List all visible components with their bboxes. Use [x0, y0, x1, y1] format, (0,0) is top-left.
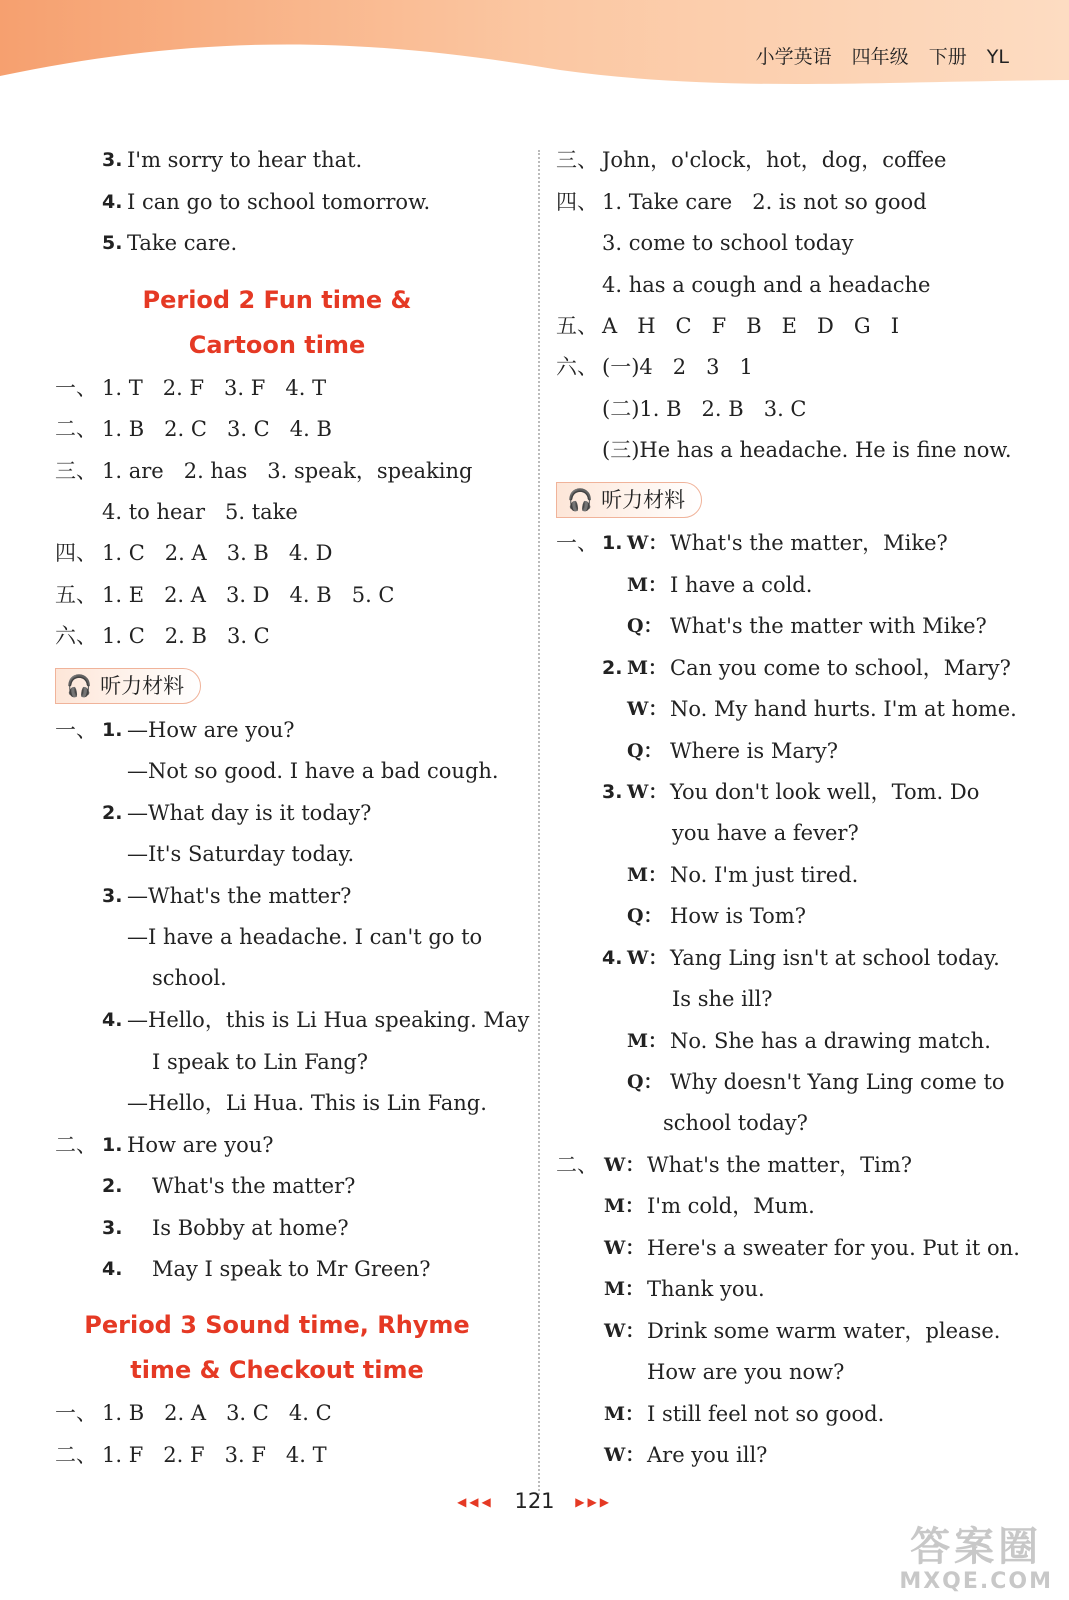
item-number: 1.	[102, 1134, 123, 1156]
header-edition: YL	[986, 46, 1009, 68]
speaker-label: M：	[604, 1403, 645, 1425]
line-text: —What's the matter?	[127, 884, 352, 908]
item-number: 4.	[102, 191, 123, 213]
line-text: —Not so good. I have a bad cough.	[127, 759, 499, 783]
line-text: Thank you.	[647, 1277, 765, 1301]
item-number: 3.	[102, 149, 123, 171]
speaker-label: W：	[627, 532, 668, 554]
watermark-bottom: MXQE.COM	[899, 1569, 1053, 1594]
item-number: 5.	[102, 232, 123, 254]
speaker-label: W：	[627, 947, 668, 969]
headphones-icon: 🎧	[567, 488, 594, 512]
section-label: 六、	[556, 355, 598, 379]
line-text: How are you now?	[647, 1360, 845, 1384]
speaker-label: W：	[627, 698, 668, 720]
page-number: 121	[514, 1489, 555, 1513]
line-text: What's the matter with Mike?	[670, 614, 987, 638]
answer-text: John，o'clock，hot，dog，coffee	[602, 148, 947, 172]
header-volume: 下册	[928, 46, 967, 68]
page-header	[742, 42, 1009, 69]
line-text: Can you come to school，Mary?	[670, 656, 1011, 680]
section-label: 五、	[55, 583, 97, 607]
speaker-label: M：	[627, 1030, 668, 1052]
header-subject: 小学英语	[755, 46, 832, 68]
item-number: 2.	[602, 657, 623, 679]
line-text: How are you?	[127, 1133, 274, 1157]
speaker-label: M：	[604, 1278, 645, 1300]
item-number: 3.	[102, 885, 123, 907]
speaker-label: Q：	[627, 1071, 663, 1093]
line-text: —It's Saturday today.	[127, 842, 355, 866]
line-text: Drink some warm water，please.	[647, 1319, 1001, 1343]
section-title: time & Checkout time	[130, 1356, 424, 1384]
line-text: May I speak to Mr Green?	[152, 1257, 431, 1281]
line-text: I speak to Lin Fang?	[152, 1050, 369, 1074]
line-text: —Hello，Li Hua. This is Lin Fang.	[127, 1091, 487, 1115]
listening-label: 听力材料	[100, 674, 185, 698]
section-label: 二、	[55, 1443, 97, 1467]
line-text: What's the matter?	[152, 1174, 356, 1198]
item-number: 3.	[102, 1217, 123, 1239]
answer-text: 1. are 2. has 3. speak，speaking	[102, 459, 473, 483]
speaker-label: Q：	[627, 615, 663, 637]
line-text: Is she ill?	[672, 987, 773, 1011]
speaker-label: W：	[627, 781, 668, 803]
answer-text: A H C F B E D G I	[602, 314, 899, 338]
speaker-label: M：	[627, 574, 668, 596]
section-label: 一、	[55, 1401, 97, 1425]
line-text: —What day is it today?	[127, 801, 372, 825]
speaker-label: W：	[604, 1154, 645, 1176]
answer-text: 1. F 2. F 3. F 4. T	[102, 1443, 327, 1467]
line-text: No. My hand hurts. I'm at home.	[670, 697, 1017, 721]
watermark-top: 答案圈	[910, 1524, 1043, 1570]
speaker-label: Q：	[627, 905, 663, 927]
item-number: 3.	[602, 781, 623, 803]
line-text: Where is Mary?	[670, 739, 839, 763]
line-text: —How are you?	[127, 718, 295, 742]
listening-badge	[55, 668, 201, 704]
line-text: —I have a headache. I can't go to	[127, 925, 483, 949]
prev-arrows-icon: ◀◀◀	[457, 1495, 494, 1509]
item-text: I'm sorry to hear that.	[127, 148, 363, 172]
section-label: 二、	[556, 1153, 598, 1177]
watermark	[899, 1525, 1053, 1594]
section-label: 六、	[55, 624, 97, 648]
line-text: Yang Ling isn't at school today.	[670, 946, 1000, 970]
line-text: I'm cold，Mum.	[647, 1194, 815, 1218]
answer-text: (一)4 2 3 1	[602, 355, 753, 379]
answer-text: 4. to hear 5. take	[102, 500, 298, 524]
line-text: What's the matter，Mike?	[670, 531, 948, 555]
section-label: 四、	[55, 541, 97, 565]
item-number: 2.	[102, 802, 123, 824]
line-text: I have a cold.	[670, 573, 813, 597]
section-label: 五、	[556, 314, 598, 338]
section-title: Period 3 Sound time, Rhyme	[84, 1311, 470, 1339]
line-text: You don't look well，Tom. Do	[670, 780, 980, 804]
answer-text: 1. C 2. A 3. B 4. D	[102, 541, 333, 565]
line-text: I still feel not so good.	[647, 1402, 885, 1426]
section-label: 三、	[55, 459, 97, 483]
answer-text: 1. T 2. F 3. F 4. T	[102, 376, 327, 400]
section-title: Period 2 Fun time &	[142, 286, 412, 314]
speaker-label: W：	[604, 1444, 645, 1466]
line-text: Are you ill?	[647, 1443, 768, 1467]
item-number: 4.	[102, 1258, 123, 1280]
listening-label: 听力材料	[601, 488, 686, 512]
answer-text: 1. B 2. C 3. C 4. B	[102, 417, 332, 441]
section-label: 一、	[556, 531, 598, 555]
listening-badge	[556, 482, 702, 518]
line-text: How is Tom?	[670, 904, 806, 928]
item-text: Take care.	[127, 231, 238, 255]
section-label: 二、	[55, 417, 97, 441]
speaker-label: W：	[604, 1320, 645, 1342]
item-number: 4.	[102, 1009, 123, 1031]
answer-text: 3. come to school today	[602, 231, 854, 255]
answer-text: 1. C 2. B 3. C	[102, 624, 270, 648]
line-text: No. She has a drawing match.	[670, 1029, 991, 1053]
answer-text: 1. Take care 2. is not so good	[602, 190, 927, 214]
next-arrows-icon: ▶▶▶	[575, 1495, 612, 1509]
answer-text: 1. E 2. A 3. D 4. B 5. C	[102, 583, 395, 607]
speaker-label: M：	[627, 657, 668, 679]
answer-text: (三)He has a headache. He is fine now.	[602, 438, 1012, 462]
section-label: 一、	[55, 376, 97, 400]
section-label: 二、	[55, 1133, 97, 1157]
item-number: 2.	[102, 1175, 123, 1197]
item-text: I can go to school tomorrow.	[127, 190, 431, 214]
speaker-label: M：	[627, 864, 668, 886]
item-number: 1.	[602, 532, 623, 554]
answer-text: 1. B 2. A 3. C 4. C	[102, 1401, 332, 1425]
section-title: Cartoon time	[188, 331, 366, 359]
answer-text: 4. has a cough and a headache	[602, 273, 931, 297]
item-number: 1.	[102, 719, 123, 741]
section-label: 一、	[55, 718, 97, 742]
speaker-label: M：	[604, 1195, 645, 1217]
headphones-icon: 🎧	[66, 674, 93, 698]
header-grade: 四年级	[851, 46, 909, 68]
section-label: 四、	[556, 190, 598, 214]
item-number: 4.	[602, 947, 623, 969]
line-text: Is Bobby at home?	[152, 1216, 349, 1240]
line-text: you have a fever?	[672, 821, 859, 845]
line-text: —Hello，this is Li Hua speaking. May	[127, 1008, 530, 1032]
line-text: Here's a sweater for you. Put it on.	[647, 1236, 1020, 1260]
line-text: school today?	[663, 1111, 808, 1135]
answer-text: (二)1. B 2. B 3. C	[602, 397, 807, 421]
page-footer	[0, 1489, 1069, 1513]
speaker-label: Q：	[627, 740, 663, 762]
section-label: 三、	[556, 148, 598, 172]
column-divider	[538, 150, 540, 1495]
line-text: school.	[152, 966, 227, 990]
line-text: No. I'm just tired.	[670, 863, 859, 887]
line-text: What's the matter，Tim?	[647, 1153, 913, 1177]
line-text: Why doesn't Yang Ling come to	[670, 1070, 1005, 1094]
speaker-label: W：	[604, 1237, 645, 1259]
